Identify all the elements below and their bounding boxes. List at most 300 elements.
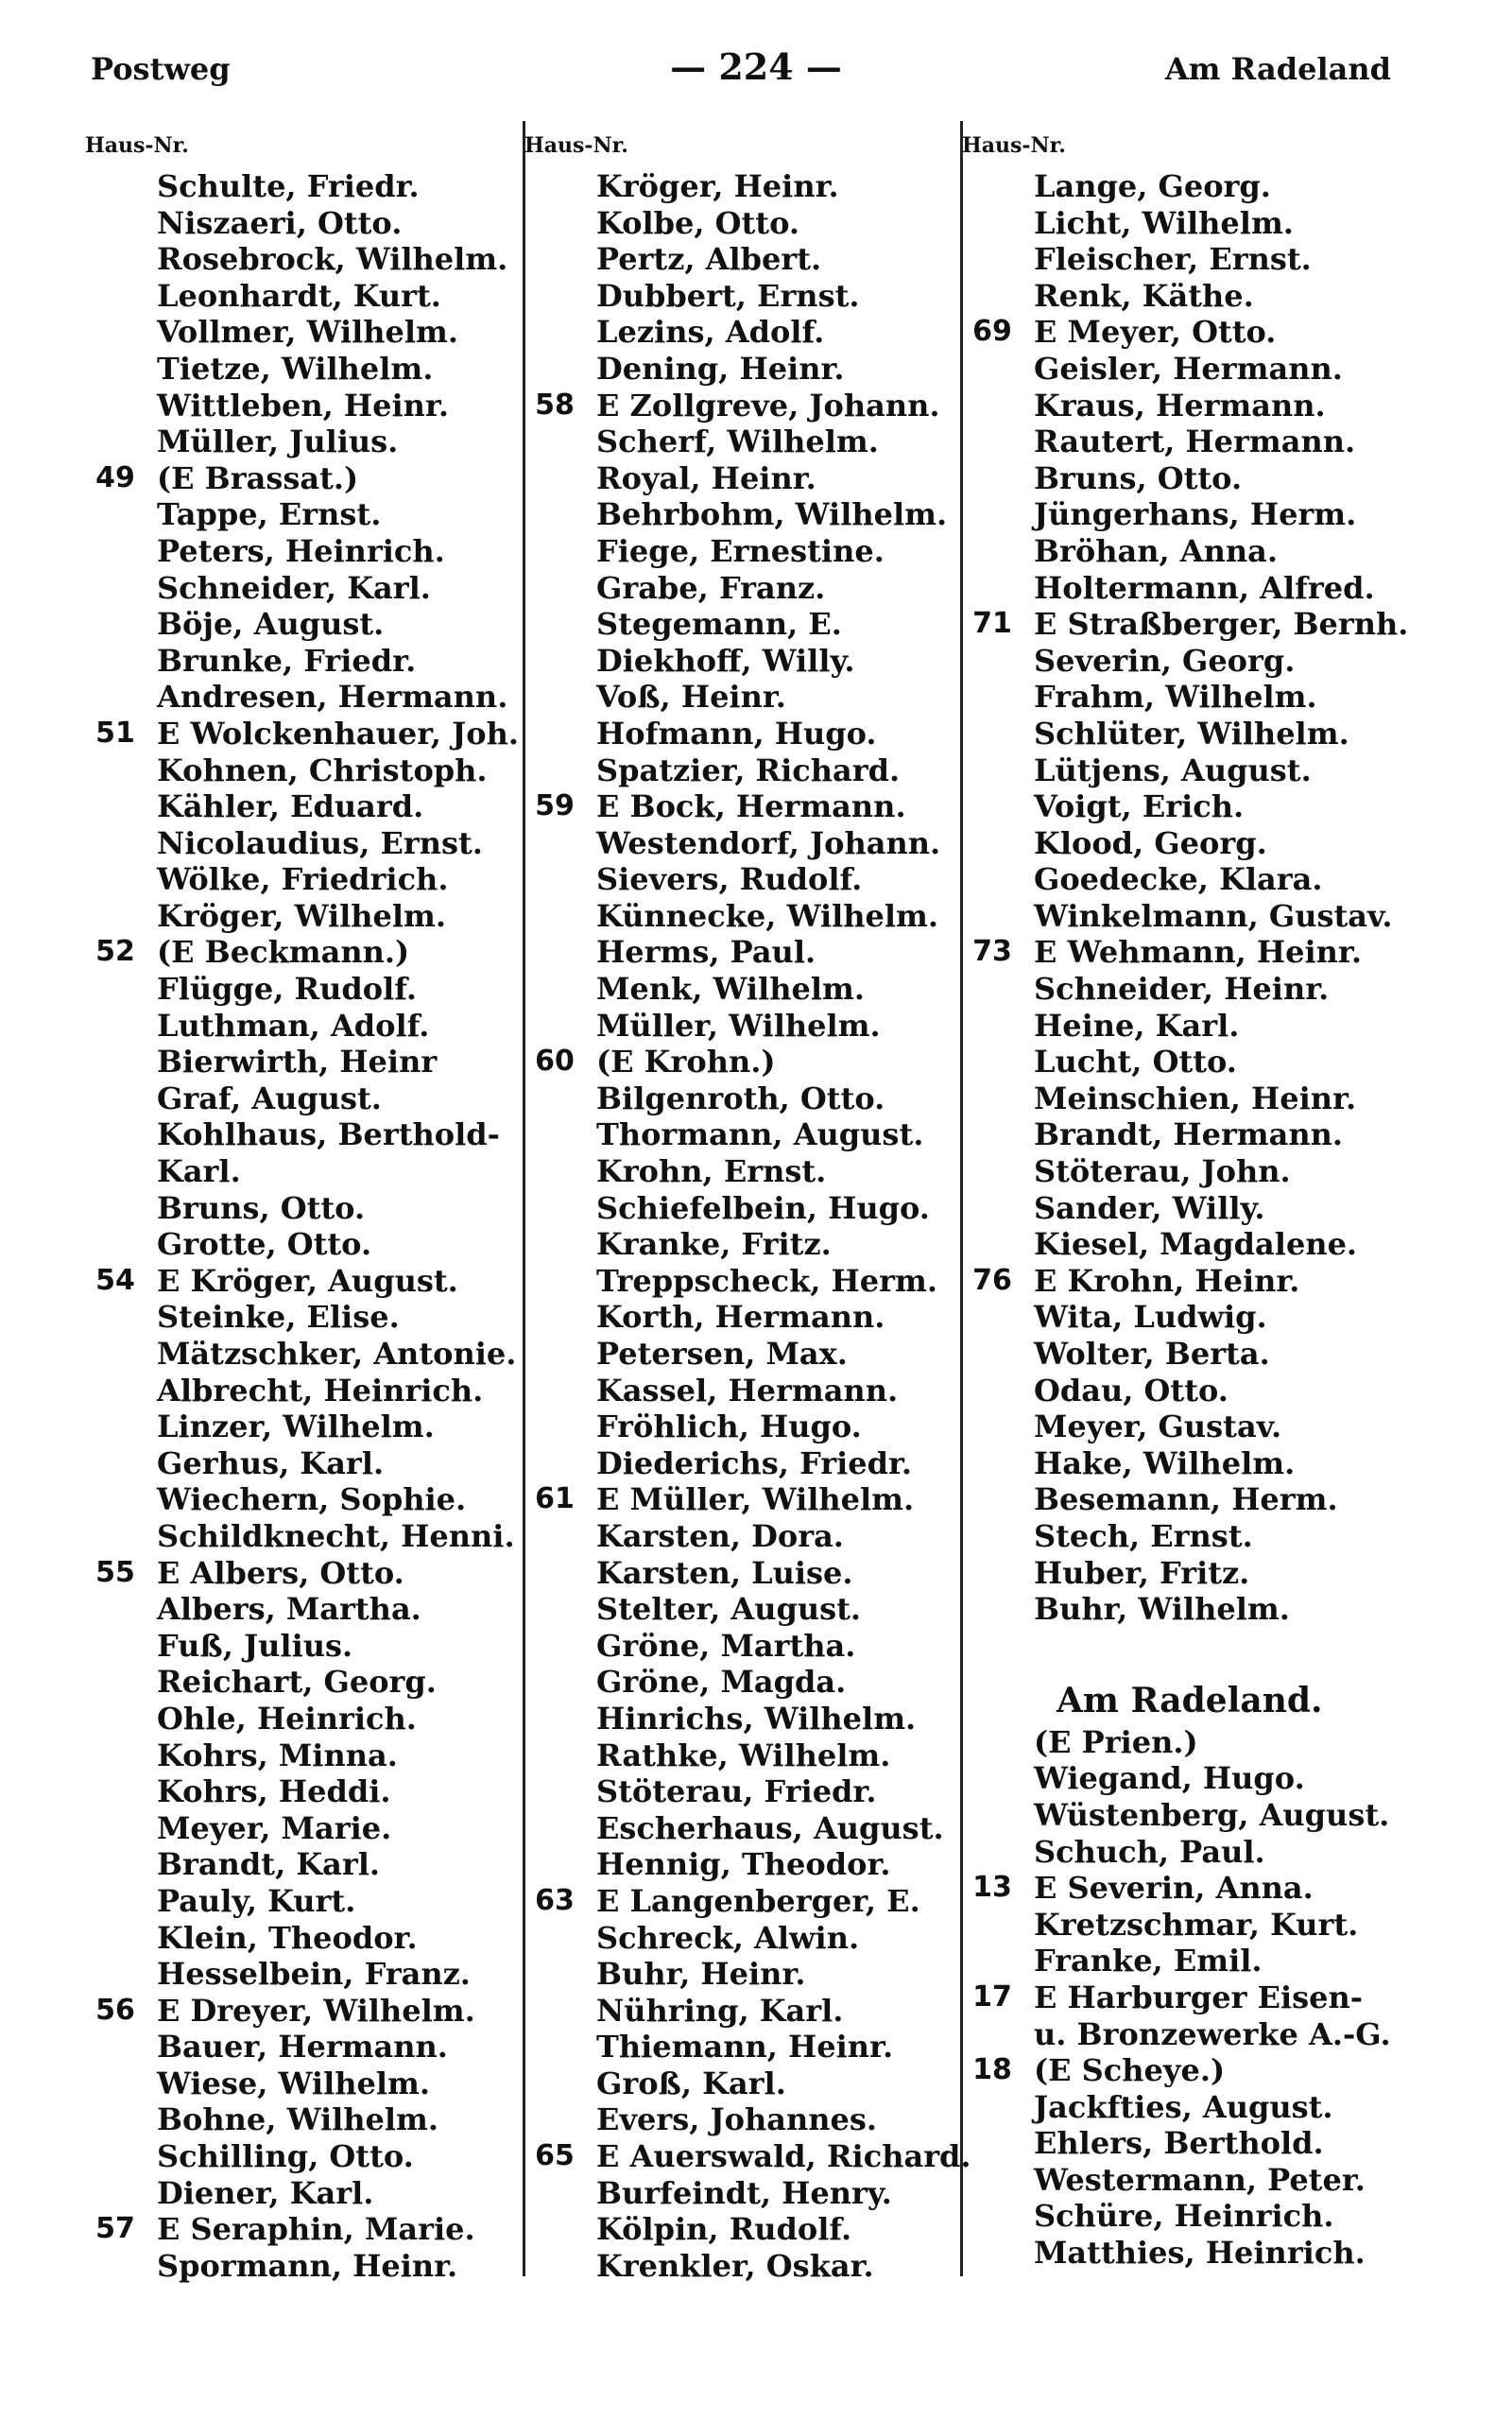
directory-entry xyxy=(962,1870,1314,1907)
resident-name: Lütjens, August. xyxy=(1034,752,1312,788)
directory-entry xyxy=(962,1262,1300,1300)
directory-entry xyxy=(524,1007,881,1045)
directory-entry xyxy=(962,168,1271,205)
directory-entry xyxy=(85,1591,421,1628)
directory-entry xyxy=(524,1153,827,1190)
resident-name: Treppscheck, Herm. xyxy=(596,1262,937,1299)
resident-name: Andresen, Hermann. xyxy=(157,679,508,716)
directory-entry xyxy=(85,350,434,388)
resident-name: Goedecke, Klara. xyxy=(1034,861,1323,898)
directory-entry xyxy=(524,1919,860,1957)
directory-entry xyxy=(85,314,459,351)
resident-name: Schilling, Otto. xyxy=(157,2138,414,2175)
directory-entry xyxy=(524,1262,937,1300)
directory-entry xyxy=(524,2138,971,2175)
directory-entry xyxy=(85,1554,404,1592)
directory-entry xyxy=(524,532,885,570)
directory-entry xyxy=(962,606,1409,643)
directory-entry xyxy=(962,1979,1364,2016)
directory-entry xyxy=(962,1153,1291,1190)
directory-entry xyxy=(962,424,1356,460)
resident-name: Kiesel, Magdalene. xyxy=(1034,1226,1358,1263)
directory-entry xyxy=(962,1336,1270,1373)
resident-name: Tappe, Ernst. xyxy=(157,496,382,533)
directory-entry xyxy=(524,1372,899,1409)
directory-entry xyxy=(85,1299,400,1336)
resident-name: Wita, Ludwig. xyxy=(1034,1299,1267,1336)
directory-entry xyxy=(85,1773,391,1810)
resident-name: Peters, Heinrich. xyxy=(157,532,445,569)
resident-name: Kraus, Hermann. xyxy=(1034,387,1326,424)
resident-name: E Bock, Hermann. xyxy=(596,788,906,825)
house-number-header: Haus-Nr. xyxy=(524,133,628,158)
directory-entry xyxy=(85,2029,448,2066)
directory-entry xyxy=(85,2247,458,2285)
resident-name: Wolter, Berta. xyxy=(1034,1336,1270,1372)
resident-name: Kähler, Eduard. xyxy=(157,788,424,825)
directory-entry xyxy=(524,1517,844,1555)
directory-entry xyxy=(524,1044,776,1080)
resident-name: Besemann, Herm. xyxy=(1034,1481,1338,1518)
directory-entry xyxy=(962,1007,1240,1045)
resident-name: Burfeindt, Henry. xyxy=(596,2174,892,2211)
directory-entry xyxy=(85,1153,241,1190)
directory-entry xyxy=(524,1189,930,1227)
resident-name: Stöterau, Friedr. xyxy=(596,1773,877,1810)
house-number: 49 xyxy=(95,460,135,494)
directory-entry xyxy=(962,715,1349,752)
resident-name: Gröne, Martha. xyxy=(596,1627,856,1664)
directory-entry xyxy=(85,1372,484,1409)
directory-entry xyxy=(85,1409,435,1445)
resident-name: Evers, Johannes. xyxy=(596,2101,878,2138)
resident-name: Müller, Julius. xyxy=(157,424,399,460)
directory-entry xyxy=(524,2211,852,2248)
directory-entry xyxy=(524,459,816,497)
directory-entry xyxy=(962,314,1277,351)
resident-name: Hinrichs, Wilhelm. xyxy=(596,1700,917,1737)
directory-entry xyxy=(962,1554,1250,1592)
directory-entry xyxy=(524,861,863,898)
directory-entry xyxy=(85,824,483,862)
resident-name: Licht, Wilhelm. xyxy=(1034,204,1294,241)
resident-name: Kretzschmar, Kurt. xyxy=(1034,1906,1359,1943)
resident-name: Meinschien, Heinr. xyxy=(1034,1080,1357,1116)
directory-entry xyxy=(962,2125,1324,2162)
resident-name: Hake, Wilhelm. xyxy=(1034,1444,1296,1481)
resident-name: Bohne, Wilhelm. xyxy=(157,2101,439,2138)
resident-name: Stech, Ernst. xyxy=(1034,1517,1253,1554)
house-number: 73 xyxy=(972,935,1012,969)
resident-name: Schuch, Paul. xyxy=(1034,1833,1265,1870)
directory-entry xyxy=(85,1956,471,1993)
directory-entry xyxy=(85,569,431,607)
resident-name: Westendorf, Johann. xyxy=(596,824,941,861)
resident-name: Dubbert, Ernst. xyxy=(596,277,860,314)
resident-name: Gröne, Magda. xyxy=(596,1664,847,1701)
directory-entry xyxy=(524,1444,913,1482)
resident-name: Wittleben, Heinr. xyxy=(157,387,449,424)
directory-entry xyxy=(962,1226,1358,1263)
directory-entry xyxy=(524,1299,885,1336)
resident-name: E Seraphin, Marie. xyxy=(157,2211,475,2248)
resident-name: Meyer, Gustav. xyxy=(1034,1409,1282,1445)
directory-entry xyxy=(524,2065,786,2102)
house-number: 55 xyxy=(95,1555,135,1589)
resident-name: Bröhan, Anna. xyxy=(1034,532,1279,569)
house-number: 71 xyxy=(972,607,1012,641)
resident-name: Karsten, Luise. xyxy=(596,1554,853,1591)
resident-name: Odau, Otto. xyxy=(1034,1372,1228,1409)
directory-entry xyxy=(524,1116,924,1153)
directory-entry xyxy=(85,752,488,789)
resident-name: Wiechern, Sophie. xyxy=(157,1481,467,1518)
house-number: 61 xyxy=(535,1482,575,1516)
street-heading xyxy=(962,1677,1323,1724)
resident-name: Steinke, Elise. xyxy=(157,1299,400,1336)
directory-entry xyxy=(524,1080,885,1117)
resident-name: Ohle, Heinrich. xyxy=(157,1700,417,1737)
directory-entry xyxy=(524,1664,847,1701)
directory-entry xyxy=(524,1773,877,1810)
resident-name: E Straßberger, Bernh. xyxy=(1034,606,1409,643)
resident-name: Kohrs, Heddi. xyxy=(157,1773,391,1810)
house-number: 59 xyxy=(535,789,575,823)
resident-name: Meyer, Marie. xyxy=(157,1809,392,1846)
resident-name: Karl. xyxy=(157,1153,241,1190)
directory-entry xyxy=(962,1481,1338,1518)
resident-name: Schildknecht, Henni. xyxy=(157,1517,515,1554)
directory-entry xyxy=(85,2065,431,2102)
resident-name: Wiegand, Hugo. xyxy=(1034,1760,1305,1797)
resident-name: Spatzier, Richard. xyxy=(596,752,901,788)
resident-name: Westermann, Peter. xyxy=(1034,2161,1366,2198)
directory-entry xyxy=(524,971,865,1008)
directory-entry xyxy=(524,897,939,935)
resident-name: Franke, Emil. xyxy=(1034,1943,1263,1979)
resident-name: Stelter, August. xyxy=(596,1591,862,1628)
directory-entry xyxy=(524,1737,891,1774)
directory-entry xyxy=(962,1444,1296,1482)
resident-name: Pauly, Kurt. xyxy=(157,1882,356,1919)
directory-entry xyxy=(85,1226,372,1263)
directory-entry xyxy=(962,1116,1344,1153)
resident-name: Mätzschker, Antonie. xyxy=(157,1336,517,1372)
directory-entry xyxy=(962,532,1279,570)
directory-entry xyxy=(85,532,445,570)
directory-entry xyxy=(524,934,816,971)
directory-entry xyxy=(962,459,1243,497)
resident-name: Kröger, Heinr. xyxy=(596,168,839,204)
house-number: 54 xyxy=(95,1263,135,1297)
resident-name: Leonhardt, Kurt. xyxy=(157,277,441,314)
directory-entry xyxy=(524,642,855,680)
resident-name: Reichart, Georg. xyxy=(157,1664,437,1701)
resident-name: Spormann, Heinr. xyxy=(157,2247,458,2284)
resident-name: Thormann, August. xyxy=(596,1116,924,1153)
resident-name: Rautert, Hermann. xyxy=(1034,424,1356,460)
resident-name: Klein, Theodor. xyxy=(157,1919,418,1956)
directory-entry xyxy=(524,1336,848,1373)
resident-name: Grabe, Franz. xyxy=(596,569,826,606)
resident-name: Bauer, Hermann. xyxy=(157,2029,448,2066)
directory-entry xyxy=(962,971,1330,1008)
resident-name: Frahm, Wilhelm. xyxy=(1034,679,1317,716)
resident-name: Wiese, Wilhelm. xyxy=(157,2065,431,2101)
directory-entry xyxy=(85,2211,475,2248)
resident-name: Schneider, Karl. xyxy=(157,569,431,606)
resident-name: E Krohn, Heinr. xyxy=(1034,1262,1300,1299)
resident-name: Albers, Martha. xyxy=(157,1591,421,1628)
resident-name: Sievers, Rudolf. xyxy=(596,861,863,898)
directory-entry xyxy=(85,241,508,278)
directory-entry xyxy=(85,1189,366,1227)
directory-entry xyxy=(85,1262,458,1300)
resident-name: Heine, Karl. xyxy=(1034,1007,1240,1044)
directory-entry xyxy=(85,1517,515,1555)
resident-name: (E Brassat.) xyxy=(157,459,359,496)
resident-name: Wüstenberg, August. xyxy=(1034,1796,1390,1833)
directory-entry xyxy=(962,2052,1226,2089)
column-1 xyxy=(85,127,519,2284)
directory-entry xyxy=(962,277,1254,315)
directory-entry xyxy=(85,459,359,497)
directory-entry xyxy=(524,679,786,716)
resident-name: Bruns, Otto. xyxy=(1034,459,1243,496)
directory-entry xyxy=(85,204,403,242)
resident-name: Huber, Fritz. xyxy=(1034,1554,1250,1591)
directory-entry xyxy=(962,1591,1290,1628)
directory-entry xyxy=(85,934,410,971)
directory-entry xyxy=(962,752,1312,789)
resident-name: (E Prien.) xyxy=(1034,1723,1198,1760)
directory-entry xyxy=(85,1627,353,1665)
directory-entry xyxy=(85,496,382,533)
house-number: 63 xyxy=(535,1883,575,1917)
resident-name: Behrbohm, Wilhelm. xyxy=(596,496,948,533)
resident-name: Klood, Georg. xyxy=(1034,824,1267,861)
resident-name: Severin, Georg. xyxy=(1034,642,1296,679)
directory-entry xyxy=(85,606,385,643)
resident-name: E Albers, Otto. xyxy=(157,1554,404,1591)
directory-entry xyxy=(962,2198,1334,2235)
directory-entry xyxy=(962,2088,1333,2126)
resident-name: Lucht, Otto. xyxy=(1034,1044,1237,1080)
resident-name: Fiege, Ernestine. xyxy=(596,532,885,569)
resident-name: E Kröger, August. xyxy=(157,1262,458,1299)
resident-name: Holtermann, Alfred. xyxy=(1034,569,1375,606)
directory-entry xyxy=(524,350,845,388)
column-2 xyxy=(524,127,971,2284)
directory-entry xyxy=(962,1906,1359,1944)
directory-entry xyxy=(85,1737,398,1774)
directory-entry xyxy=(962,2235,1366,2272)
directory-entry xyxy=(962,1760,1305,1797)
directory-entry xyxy=(524,387,940,424)
directory-entry xyxy=(524,2174,892,2212)
directory-entry xyxy=(85,277,441,315)
directory-entry xyxy=(962,1044,1237,1080)
directory-entry xyxy=(962,1943,1263,1979)
directory-entry xyxy=(962,1517,1253,1555)
resident-name: Lange, Georg. xyxy=(1034,168,1271,204)
house-number: 76 xyxy=(972,1263,1012,1297)
resident-name: Winkelmann, Gustav. xyxy=(1034,897,1393,934)
resident-name: Voß, Heinr. xyxy=(596,679,786,716)
directory-entry xyxy=(524,1956,806,1993)
directory-entry xyxy=(524,1809,944,1847)
directory-entry xyxy=(962,642,1296,680)
directory-entry xyxy=(524,2029,894,2066)
resident-name: Linzer, Wilhelm. xyxy=(157,1409,435,1445)
directory-entry xyxy=(85,971,418,1008)
resident-name: Voigt, Erich. xyxy=(1034,788,1245,825)
directory-entry xyxy=(85,1992,475,2030)
resident-name: Fleischer, Ernst. xyxy=(1034,241,1312,278)
house-number: 58 xyxy=(535,388,575,422)
resident-name: E Wehmann, Heinr. xyxy=(1034,934,1362,971)
directory-entry xyxy=(962,934,1362,971)
resident-name: Albrecht, Heinrich. xyxy=(157,1372,484,1409)
directory-entry xyxy=(85,1044,438,1080)
resident-name: Pertz, Albert. xyxy=(596,241,822,278)
resident-name: Sander, Willy. xyxy=(1034,1189,1265,1226)
directory-entry xyxy=(962,1833,1265,1871)
directory-entry xyxy=(962,861,1323,898)
house-number-header: Haus-Nr. xyxy=(85,133,189,158)
resident-name: Stöterau, John. xyxy=(1034,1153,1291,1190)
directory-entry xyxy=(962,1080,1357,1117)
resident-name: Renk, Käthe. xyxy=(1034,277,1254,314)
resident-name: (E Scheye.) xyxy=(1034,2052,1226,2089)
house-number-header: Haus-Nr. xyxy=(962,133,1066,158)
resident-name: Hofmann, Hugo. xyxy=(596,715,877,752)
resident-name: Jackfties, August. xyxy=(1034,2088,1333,2125)
directory-entry xyxy=(524,241,822,278)
resident-name: Matthies, Heinrich. xyxy=(1034,2235,1366,2272)
directory-entry xyxy=(524,1627,856,1665)
house-number: 18 xyxy=(972,2053,1012,2087)
resident-name: Diener, Karl. xyxy=(157,2174,374,2211)
directory-entry xyxy=(524,277,860,315)
directory-entry xyxy=(524,788,906,825)
resident-name: E Zollgreve, Johann. xyxy=(596,387,940,424)
directory-entry xyxy=(85,2101,439,2138)
directory-entry xyxy=(524,2247,874,2285)
resident-name: u. Bronzewerke A.-G. xyxy=(1034,2015,1391,2052)
resident-name: (E Krohn.) xyxy=(596,1044,776,1080)
directory-entry xyxy=(524,204,799,242)
directory-entry xyxy=(85,168,420,205)
resident-name: Kölpin, Rudolf. xyxy=(596,2211,852,2248)
resident-name: Nicolaudius, Ernst. xyxy=(157,824,483,861)
directory-entry xyxy=(85,1846,381,1883)
resident-name: Diekhoff, Willy. xyxy=(596,642,855,679)
directory-entry xyxy=(524,2101,878,2138)
directory-entry xyxy=(962,2015,1391,2053)
resident-name: Krohn, Ernst. xyxy=(596,1153,827,1190)
resident-name: Schlüter, Wilhelm. xyxy=(1034,715,1349,752)
directory-entry xyxy=(962,1409,1282,1445)
resident-name: Fröhlich, Hugo. xyxy=(596,1409,862,1445)
resident-name: Kranke, Fritz. xyxy=(596,1226,832,1263)
directory-entry xyxy=(962,241,1312,278)
resident-name: Krenkler, Oskar. xyxy=(596,2247,874,2284)
resident-name: Buhr, Wilhelm. xyxy=(1034,1591,1290,1628)
directory-entry xyxy=(85,715,519,752)
directory-entry xyxy=(85,1700,417,1737)
resident-name: Bierwirth, Heinr xyxy=(157,1044,438,1080)
page-header xyxy=(0,45,1512,93)
directory-entry xyxy=(85,1481,467,1518)
resident-name: Kohrs, Minna. xyxy=(157,1737,398,1773)
resident-name: Flügge, Rudolf. xyxy=(157,971,418,1008)
directory-entry xyxy=(962,204,1294,242)
resident-name: Brandt, Karl. xyxy=(157,1846,381,1883)
resident-name: Jüngerhans, Herm. xyxy=(1034,496,1357,533)
directory-entry xyxy=(85,861,449,898)
resident-name: Rosebrock, Wilhelm. xyxy=(157,241,508,278)
directory-entry xyxy=(524,1554,853,1592)
resident-name: Luthman, Adolf. xyxy=(157,1007,430,1044)
directory-entry xyxy=(85,1444,385,1482)
resident-name: Wölke, Friedrich. xyxy=(157,861,449,898)
directory-entry xyxy=(524,1226,832,1263)
directory-entry xyxy=(85,2138,414,2175)
resident-name: Karsten, Dora. xyxy=(596,1517,844,1554)
resident-name: E Wolckenhauer, Joh. xyxy=(157,715,519,752)
directory-entry xyxy=(962,897,1393,935)
resident-name: Bilgenroth, Otto. xyxy=(596,1080,885,1116)
directory-entry xyxy=(524,168,839,205)
resident-name: Gerhus, Karl. xyxy=(157,1444,385,1481)
resident-name: Schüre, Heinrich. xyxy=(1034,2198,1334,2235)
resident-name: Tietze, Wilhelm. xyxy=(157,350,434,387)
page-number: — 224 — xyxy=(670,45,842,88)
directory-entry xyxy=(962,1189,1265,1227)
directory-entry xyxy=(524,824,941,862)
directory-entry xyxy=(524,1409,862,1445)
street-heading-text: Am Radeland. xyxy=(1057,1680,1323,1720)
resident-name: Escherhaus, August. xyxy=(596,1809,944,1846)
resident-name: Bruns, Otto. xyxy=(157,1189,366,1226)
directory-entry xyxy=(85,1336,517,1373)
directory-entry xyxy=(524,752,901,789)
house-number: 60 xyxy=(535,1045,575,1079)
directory-entry xyxy=(524,606,842,643)
resident-name: Stegemann, E. xyxy=(596,606,842,643)
resident-name: E Dreyer, Wilhelm. xyxy=(157,1992,475,2029)
directory-entry xyxy=(85,1080,382,1117)
resident-name: Kröger, Wilhelm. xyxy=(157,897,447,934)
resident-name: Petersen, Max. xyxy=(596,1336,848,1372)
directory-entry xyxy=(85,1919,418,1957)
directory-entry xyxy=(524,569,826,607)
directory-entry xyxy=(85,897,447,935)
column-3 xyxy=(962,127,1409,2272)
directory-entry xyxy=(524,1992,844,2030)
house-number: 57 xyxy=(95,2212,135,2246)
directory-entry xyxy=(524,1481,915,1518)
directory-entry xyxy=(962,1796,1390,1834)
directory-entry xyxy=(85,424,399,460)
resident-name: Herms, Paul. xyxy=(596,934,816,971)
house-number: 65 xyxy=(535,2139,575,2173)
resident-name: Scherf, Wilhelm. xyxy=(596,424,879,460)
directory-entry xyxy=(524,496,948,533)
resident-name: Royal, Heinr. xyxy=(596,459,816,496)
directory-entry xyxy=(962,824,1267,862)
